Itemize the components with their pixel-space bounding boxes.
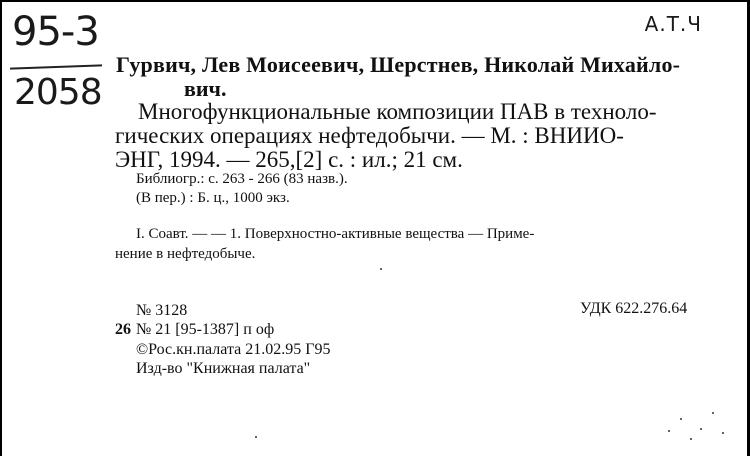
card-border-left	[0, 0, 2, 456]
shelf-mark-top: 95-3	[12, 9, 99, 55]
registration-line: № 21 [95-1387] п оф	[136, 321, 275, 338]
title-line-3: ЭНГ, 1994. — 265,[2] с. : ил.; 21 см.	[115, 147, 463, 172]
speck	[712, 412, 714, 414]
handwritten-initials: А.Т.Ч	[644, 12, 702, 36]
speck	[690, 438, 692, 440]
card-number: № 3128	[136, 302, 188, 319]
subject-tracings-line-1: I. Соавт. — — 1. Поверхностно-активные вещества — Приме-	[136, 226, 535, 242]
shelf-mark-bottom: 2058	[14, 72, 102, 113]
speck	[668, 430, 670, 432]
binding-price-note: (В пер.) : Б. ц., 1000 экз.	[136, 190, 290, 206]
bibliography-note: Библиогр.: с. 263 - 266 (83 назв.).	[136, 171, 348, 187]
speck	[722, 432, 724, 434]
speck	[380, 268, 382, 270]
shelf-mark-rule	[10, 64, 102, 69]
authors-line-2: вич.	[184, 76, 227, 101]
title-line-2: гических операциях нефтедобычи. — М. : ВНИИО-	[115, 123, 624, 148]
registration-lead-number: 26	[115, 321, 131, 338]
book-chamber-line: ©Рос.кн.палата 21.02.95 Г95	[136, 341, 331, 358]
subject-tracings-line-2: нение в нефтедобыче.	[115, 246, 256, 262]
title-line-1: Многофункциональные композиции ПАВ в техноло-	[138, 99, 657, 124]
speck	[255, 436, 257, 438]
speck	[700, 428, 702, 430]
udk-classification: УДК 622.276.64	[580, 300, 688, 317]
publisher-line: Изд-во "Книжная палата"	[136, 360, 311, 377]
authors-line-1: Гурвич, Лев Моисеевич, Шерстнев, Николай Михайло-	[116, 52, 681, 77]
card-border-top	[0, 0, 750, 2]
speck	[680, 418, 682, 420]
